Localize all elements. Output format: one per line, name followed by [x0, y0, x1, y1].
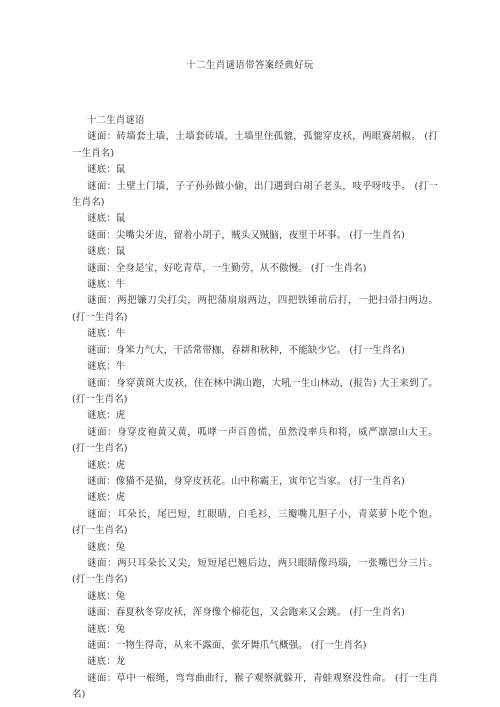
riddle-question: 谜面：土壁土门墙，子子孙孙做小偷，出门遇到白胡子老头，吱乎呀吱乎。 (打一生肖名) — [72, 180, 438, 209]
riddle-answer: 谜底：鼠 — [87, 213, 126, 225]
riddle-question: 谜面：尖嘴尖牙齿，留着小胡子，贼头又贼脑，夜里干坏事。 (打一生肖名) — [87, 229, 405, 241]
riddle-question: 谜面：草中一根绳，弯弯曲曲行，猴子观察就躲开，青蛙观察没性命。 (打一生肖名) — [72, 672, 438, 701]
riddle-question: 谜面：身穿黄斑大皮袄，住在林中满山跑，大吼一生山林动，(报告) 大王来到了。 (打一生肖名) — [72, 377, 438, 405]
riddle-question: 谜面：全身是宝，好吃青草，一生勤劳，从不傲慢。 (打一生肖名) — [87, 262, 367, 274]
riddle-answer: 谜底：虎 — [87, 410, 126, 422]
riddle-question: 谜面：两只耳朵长又尖，短短尾巴翘后边，两只眼睛像玛瑙，一张嘴巴分三片。 (打一生肖名) — [72, 557, 438, 586]
riddle-answer: 谜底：牛 — [87, 361, 126, 373]
riddle-answer: 谜底：牛 — [87, 279, 126, 291]
section-heading: 十二生肖谜语 — [87, 115, 145, 126]
riddle-question: 谜面：身笨力气大，干活常带枷，春耕和秋种，不能缺少它。 (打一生肖名) — [87, 344, 405, 356]
riddle-question: 谜面：耳朵长，尾巴短，红眼睛，白毛衫，三瓣嘴儿胆子小，青菜萝卜吃个饱。 (打一生肖名) — [72, 508, 438, 537]
riddle-question: 谜面：一物生得奇，从来不露面，张牙舞爪气概强。 (打一生肖名) — [87, 640, 367, 651]
riddle-answer: 谜底：兔 — [87, 590, 126, 602]
riddle-answer: 谜底：虎 — [87, 492, 126, 504]
riddle-question: 谜面：两把镰刀尖打尖，两把蒲扇扇两边，四把铁锤前后打，一把扫帚扫两边。 (打一生肖名) — [72, 295, 438, 323]
riddle-answer: 谜底：鼠 — [87, 246, 126, 258]
riddle-question: 谜面：身穿皮袍黄又黄，呱哮一声百兽慌，虽然没率兵和将，威严凛凛山大王。 (打一生肖名) — [72, 426, 438, 455]
riddle-answer: 谜底：兔 — [87, 623, 126, 635]
riddle-answer: 谜底：虎 — [87, 459, 126, 471]
riddle-question: 谜面：像猫不是猫，身穿皮袄花。山中称霸王，寅年它当家。 (打一生肖名) — [87, 475, 405, 487]
riddle-question: 谜面：砖墙套土墙，土墙套砖墙，土墙里住孤貔，孤貔穿皮袄，两眼赛胡椒。 (打一生肖名) — [72, 131, 438, 159]
riddle-answer: 谜底：兔 — [87, 541, 126, 553]
document-title: 十二生肖谜语带答案经典好玩 — [186, 60, 314, 71]
riddle-answer: 谜底：牛 — [87, 328, 126, 340]
riddle-answer: 谜底：龙 — [87, 656, 126, 668]
document-body — [72, 113, 438, 704]
riddle-question: 谜面：春夏秋冬穿皮袄，浑身像个棉花包，又会跑来又会跳。 (打一生肖名) — [87, 607, 405, 619]
riddle-answer: 谜底：鼠 — [87, 164, 126, 176]
